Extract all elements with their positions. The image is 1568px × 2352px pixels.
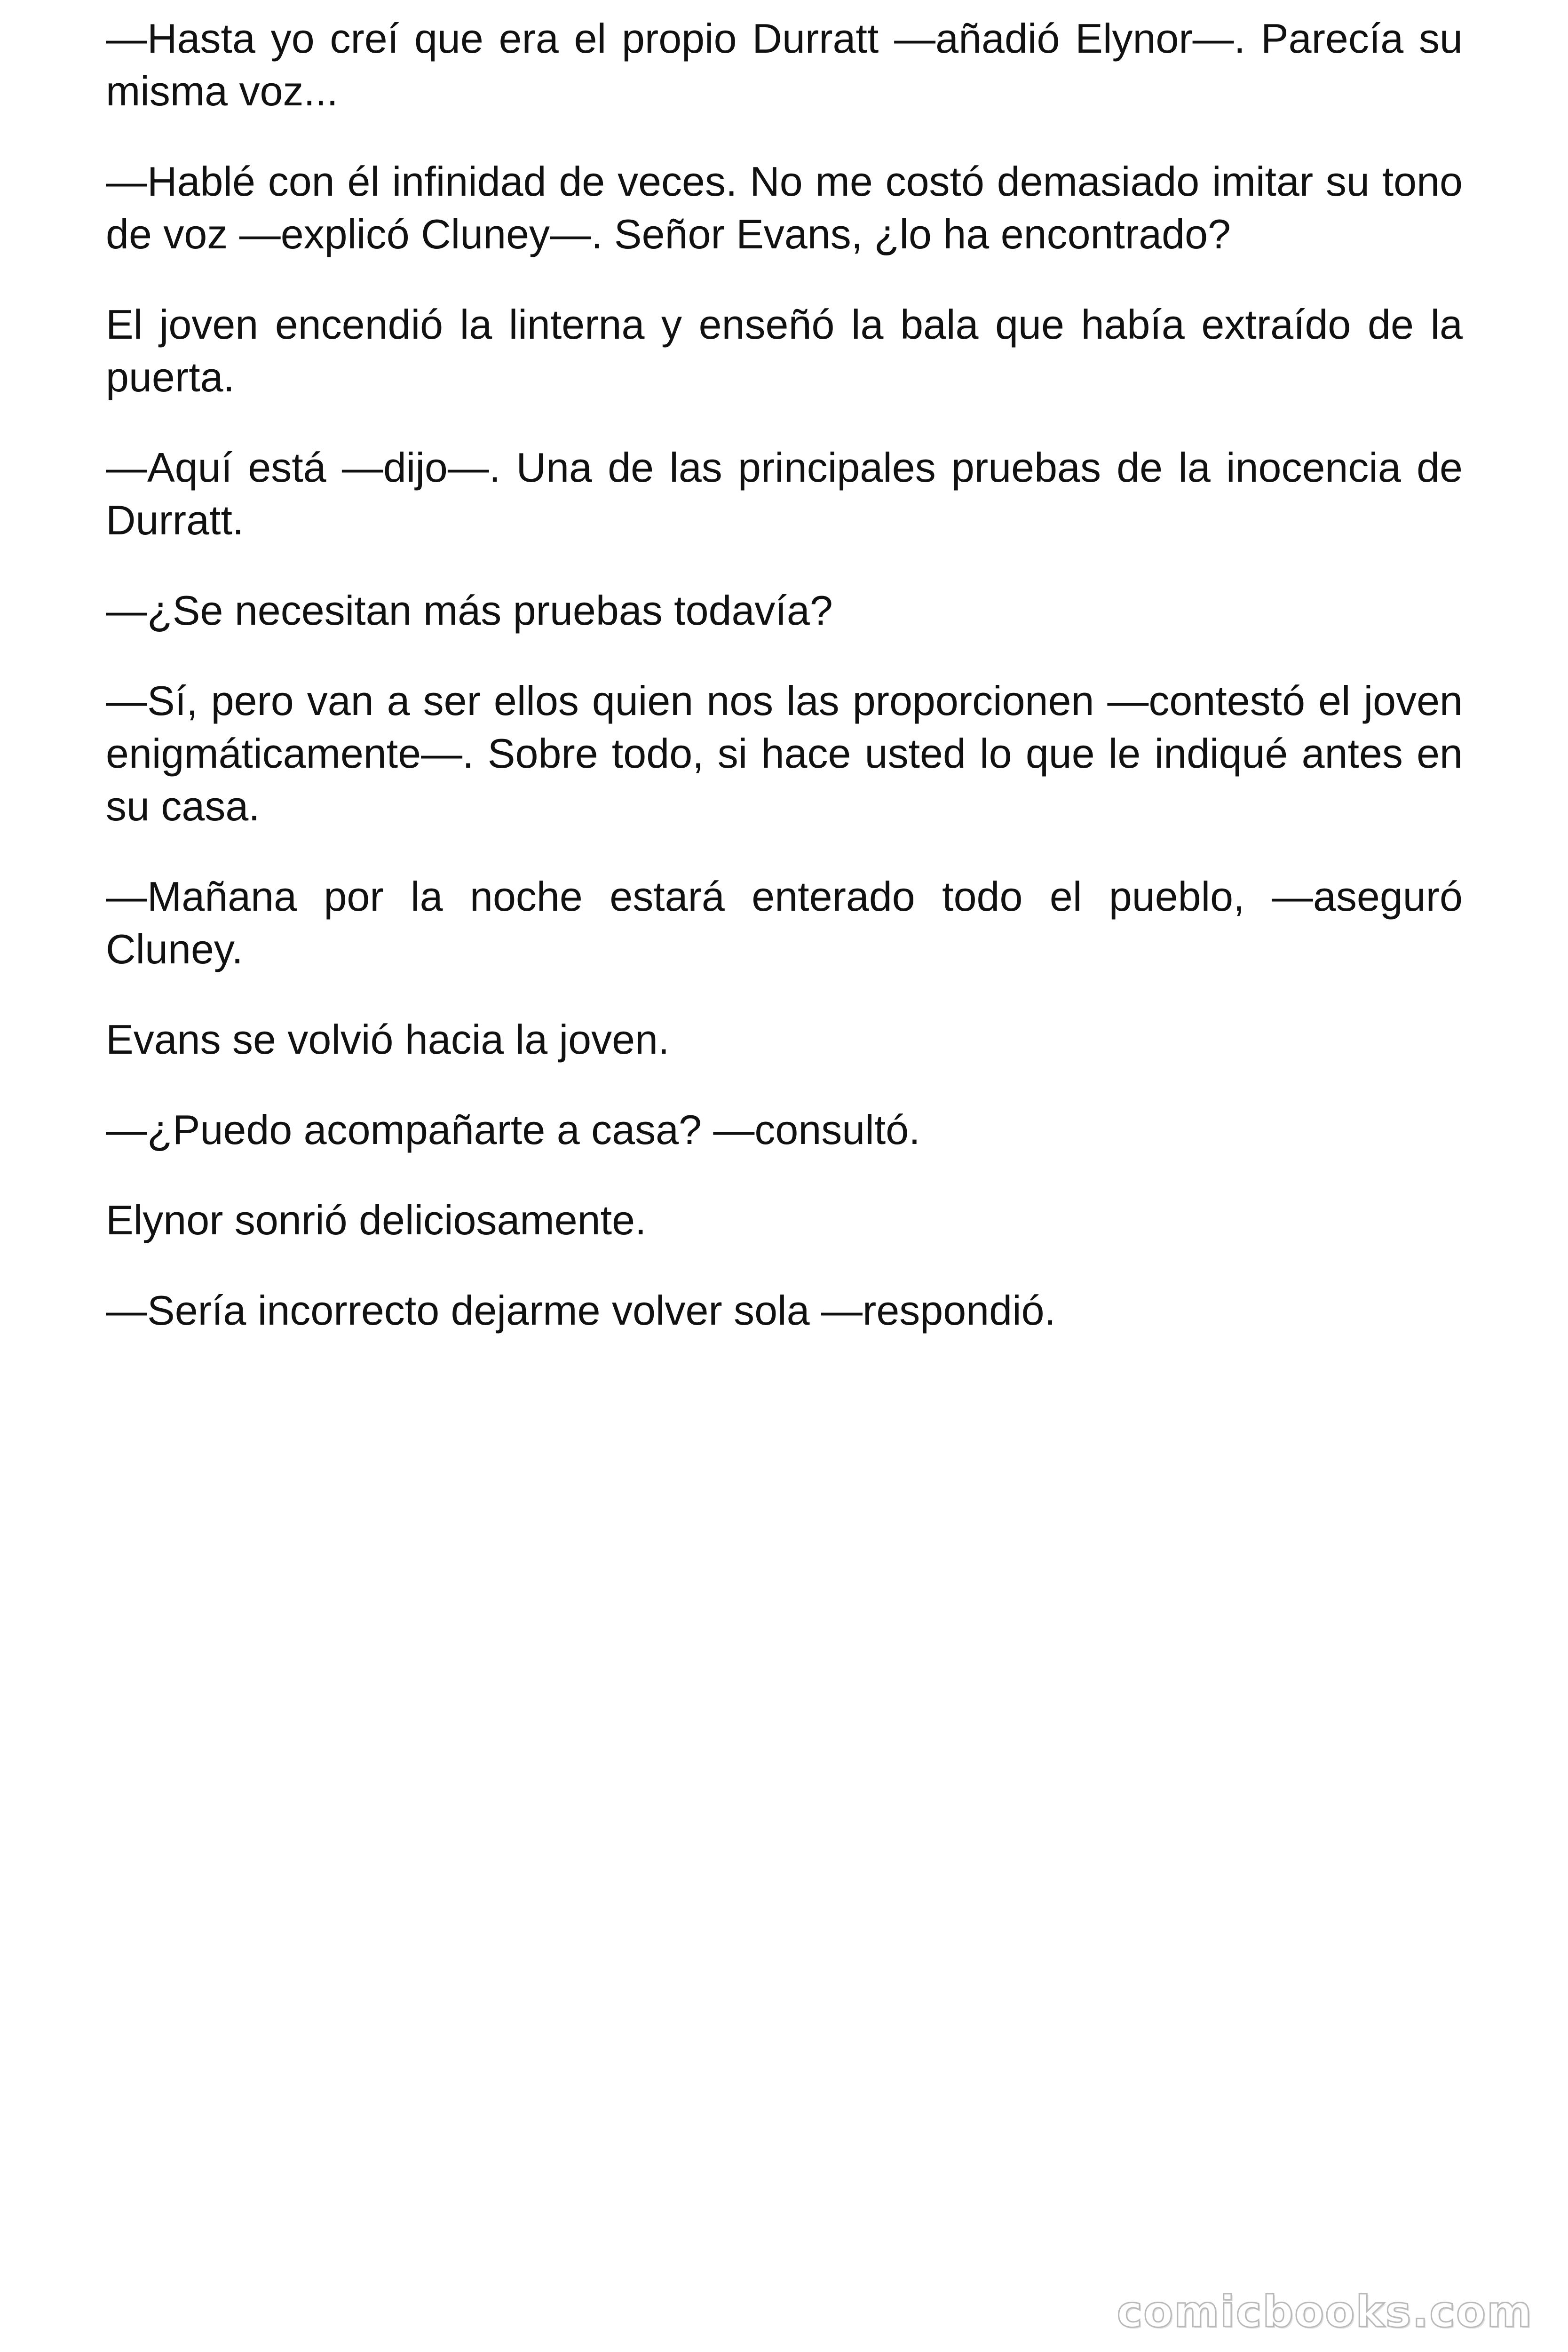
paragraph: —Hablé con él infinidad de veces. No me costó demasiado imitar su tono de voz —explicó Cluney—. Señor Evans, ¿lo ha encontrado?: [106, 158, 1463, 257]
paragraph: —Aquí está —dijo—. Una de las principales pruebas de la inocencia de Durratt.: [106, 444, 1463, 543]
paragraph: —Sería incorrecto dejarme volver sola —respondió.: [106, 1287, 1056, 1334]
paragraph: —¿Se necesitan más pruebas todavía?: [106, 587, 833, 634]
paragraph: Elynor sonrió deliciosamente.: [106, 1197, 647, 1243]
paragraph: —Hasta yo creí que era el propio Durratt —añadió Elynor—. Parecía su misma voz...: [106, 15, 1463, 114]
paragraph: El joven encendió la linterna y enseñó la bala que había extraído de la puerta.: [106, 301, 1463, 400]
paragraph: —Sí, pero van a ser ellos quien nos las proporcionen —contestó el joven enigmáticamente—. Sobre todo, si hace usted lo que le indiqué antes en su casa.: [106, 677, 1463, 829]
watermark: comicbooks.com: [1117, 2287, 1533, 2337]
body-text: [106, 12, 1463, 1375]
paragraph: —¿Puedo acompañarte a casa? —consultó.: [106, 1106, 920, 1153]
paragraph: —Mañana por la noche estará enterado todo el pueblo, —aseguró Cluney.: [106, 873, 1463, 972]
paragraph: Evans se volvió hacia la joven.: [106, 1016, 670, 1063]
